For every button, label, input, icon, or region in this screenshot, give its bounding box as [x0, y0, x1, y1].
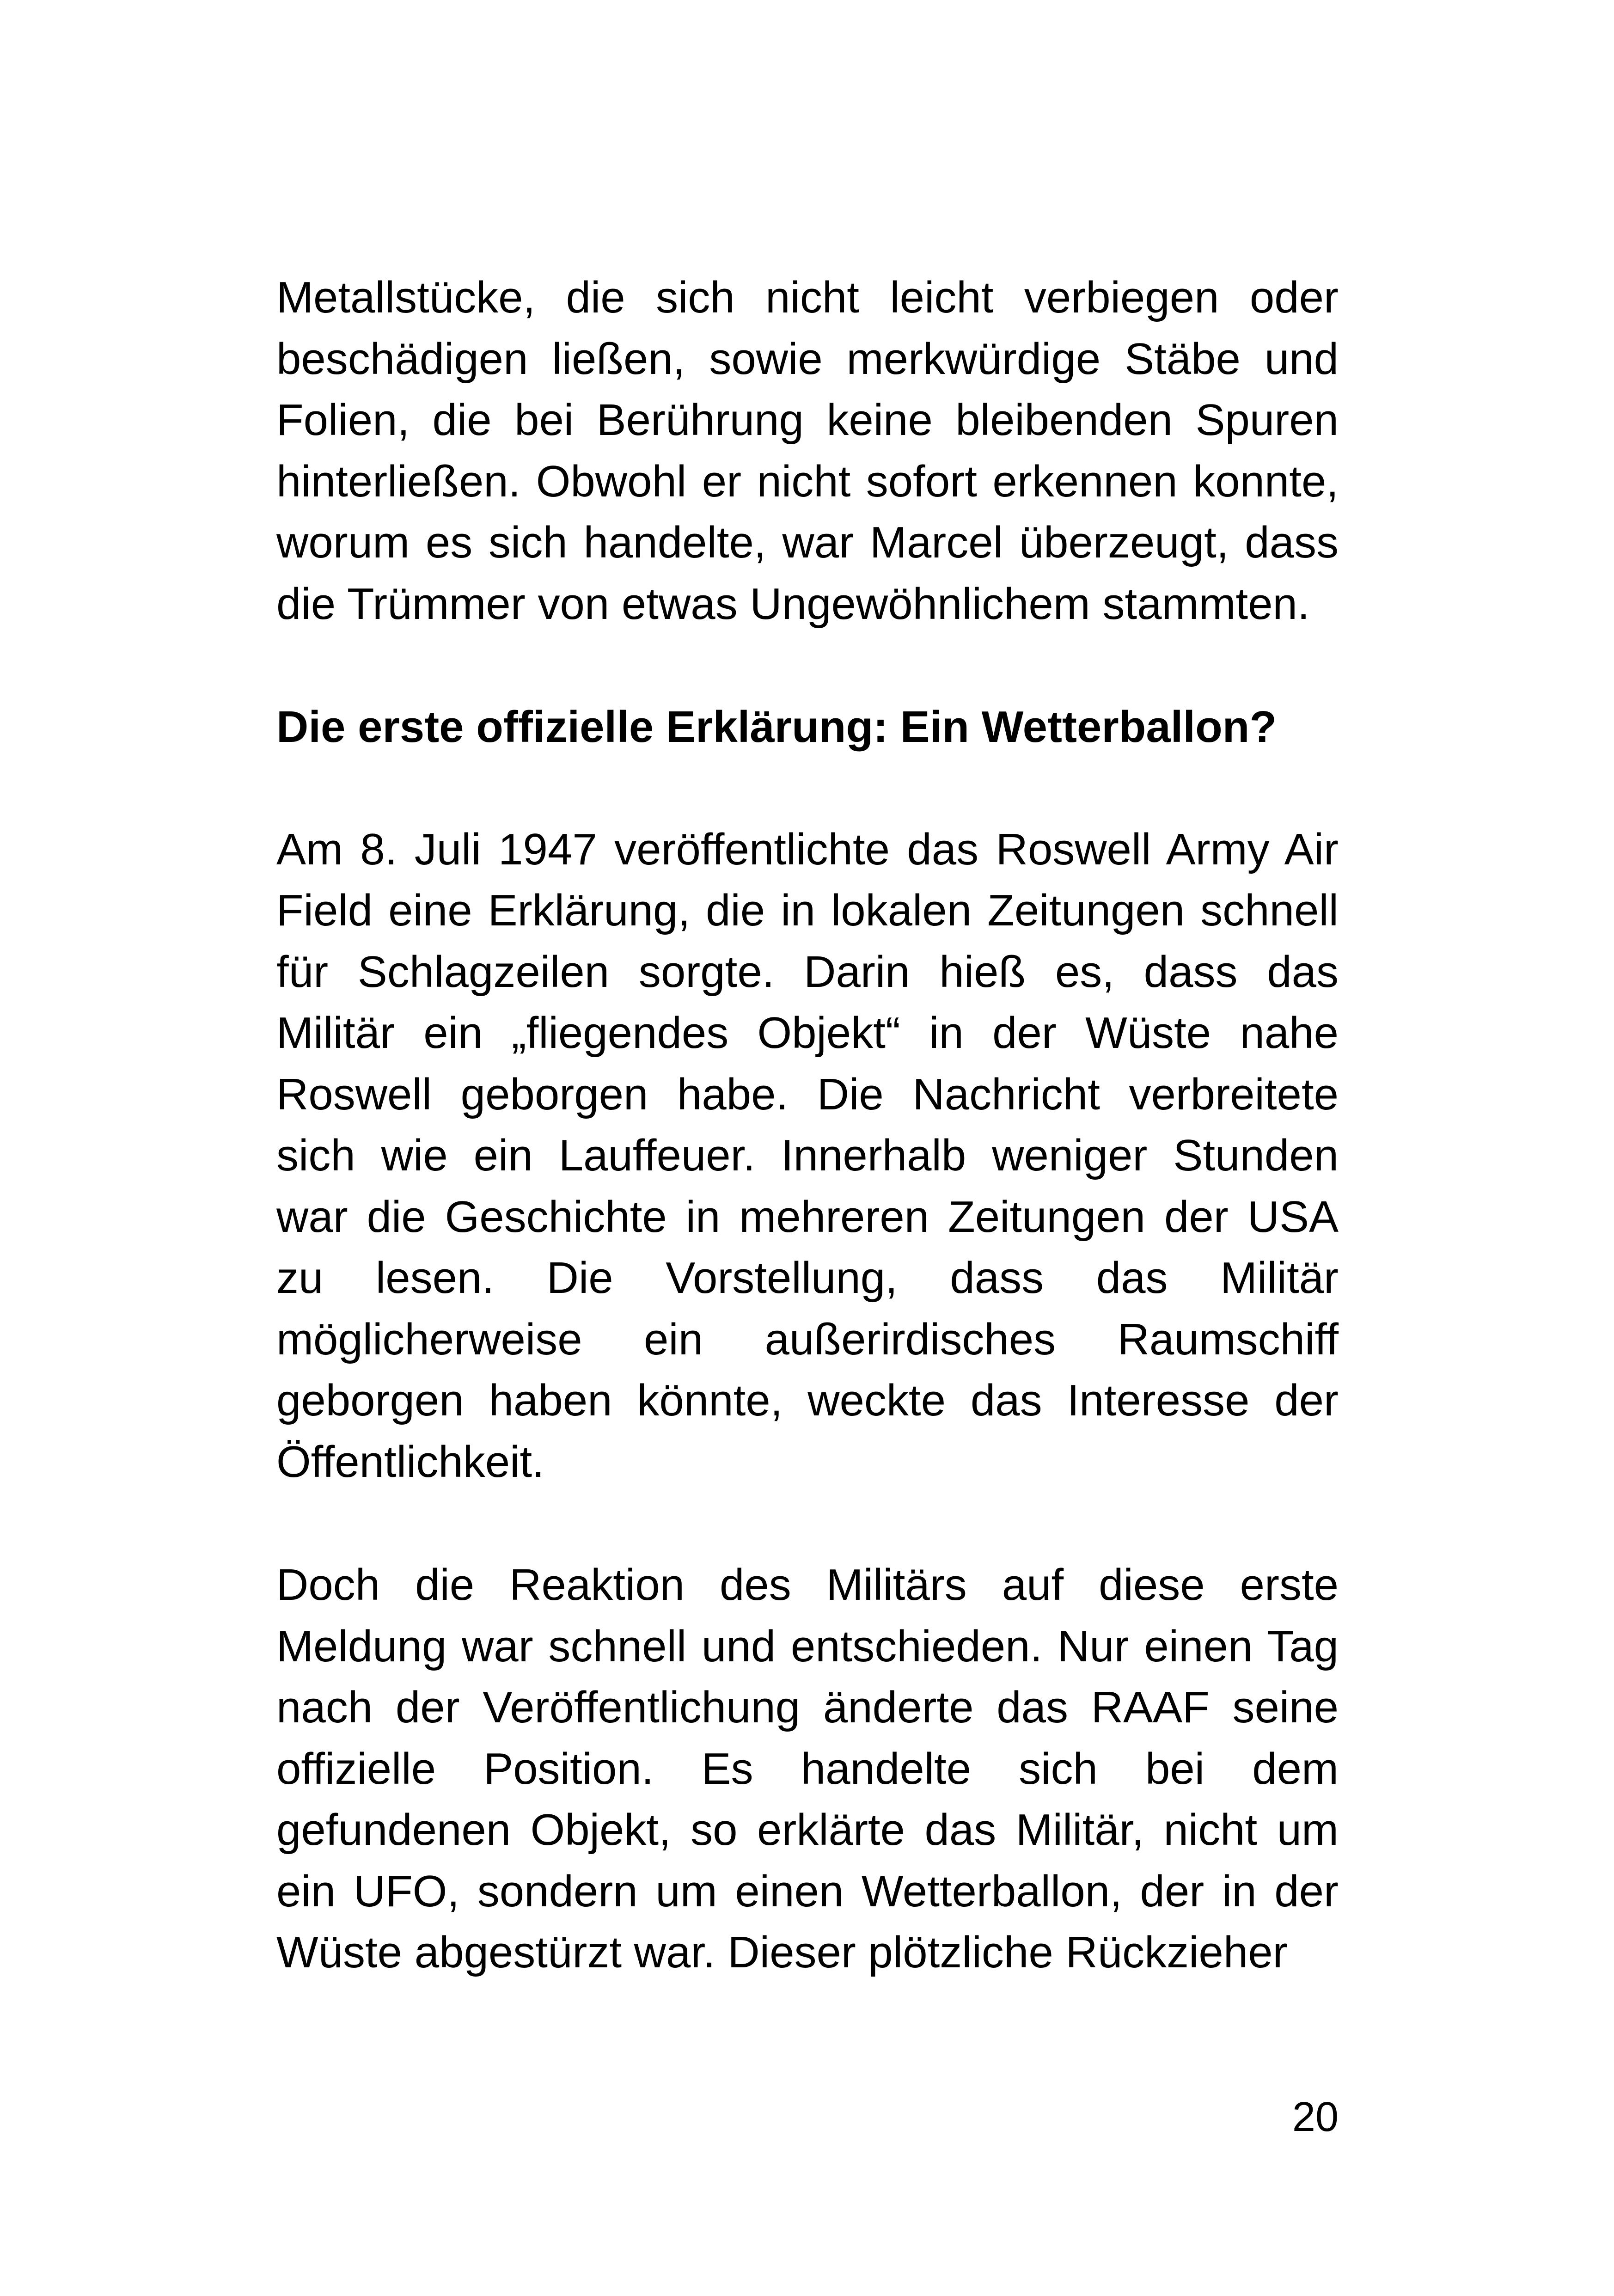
paragraph-metal-pieces: Metallstücke, die sich nicht leicht verbiegen oder beschädigen ließen, sowie merkwürdige Stäbe und Folien, die bei Berührung keine bleibenden Spuren hinterließen. Obwohl er nicht sofort erkennen konnte, worum es sich handelte, war Marcel überzeugt, dass die Trümmer von etwas Ungewöhnlichem stammten.: [276, 273, 1339, 629]
page-number: 20: [1292, 2094, 1339, 2140]
paragraph-press-release: Am 8. Juli 1947 veröffentlichte das Roswell Army Air Field eine Erklärung, die in lokalen Zeitungen schnell für Schlagzeilen sorgte. Darin hieß es, dass das Militär ein „fliegendes Objekt“ in der Wüste nahe Roswell geborgen habe. Die Nachricht verbreitete sich wie ein Lauffeuer. Innerhalb weniger Stunden war die Geschichte in mehreren Zeitungen der USA zu lesen. Die Vorstellung, dass das Militär möglicherweise ein außerirdisches Raumschiff geborgen haben könnte, weckte das Interesse der Öffentlichkeit.: [276, 824, 1339, 1487]
page-content: [276, 267, 1339, 1984]
section-heading: Die erste offizielle Erklärung: Ein Wetterballon?: [276, 702, 1277, 752]
paragraph-military-reaction: Doch die Reaktion des Militärs auf diese erste Meldung war schnell und entschieden. Nur einen Tag nach der Veröffentlichung änderte das RAAF seine offizielle Position. Es handelte sich bei dem gefundenen Objekt, so erklärte das Militär, nicht um ein UFO, sondern um einen Wetterballon, der in der Wüste abgestürzt war. Dieser plötzliche Rückzieher: [276, 1560, 1339, 1977]
